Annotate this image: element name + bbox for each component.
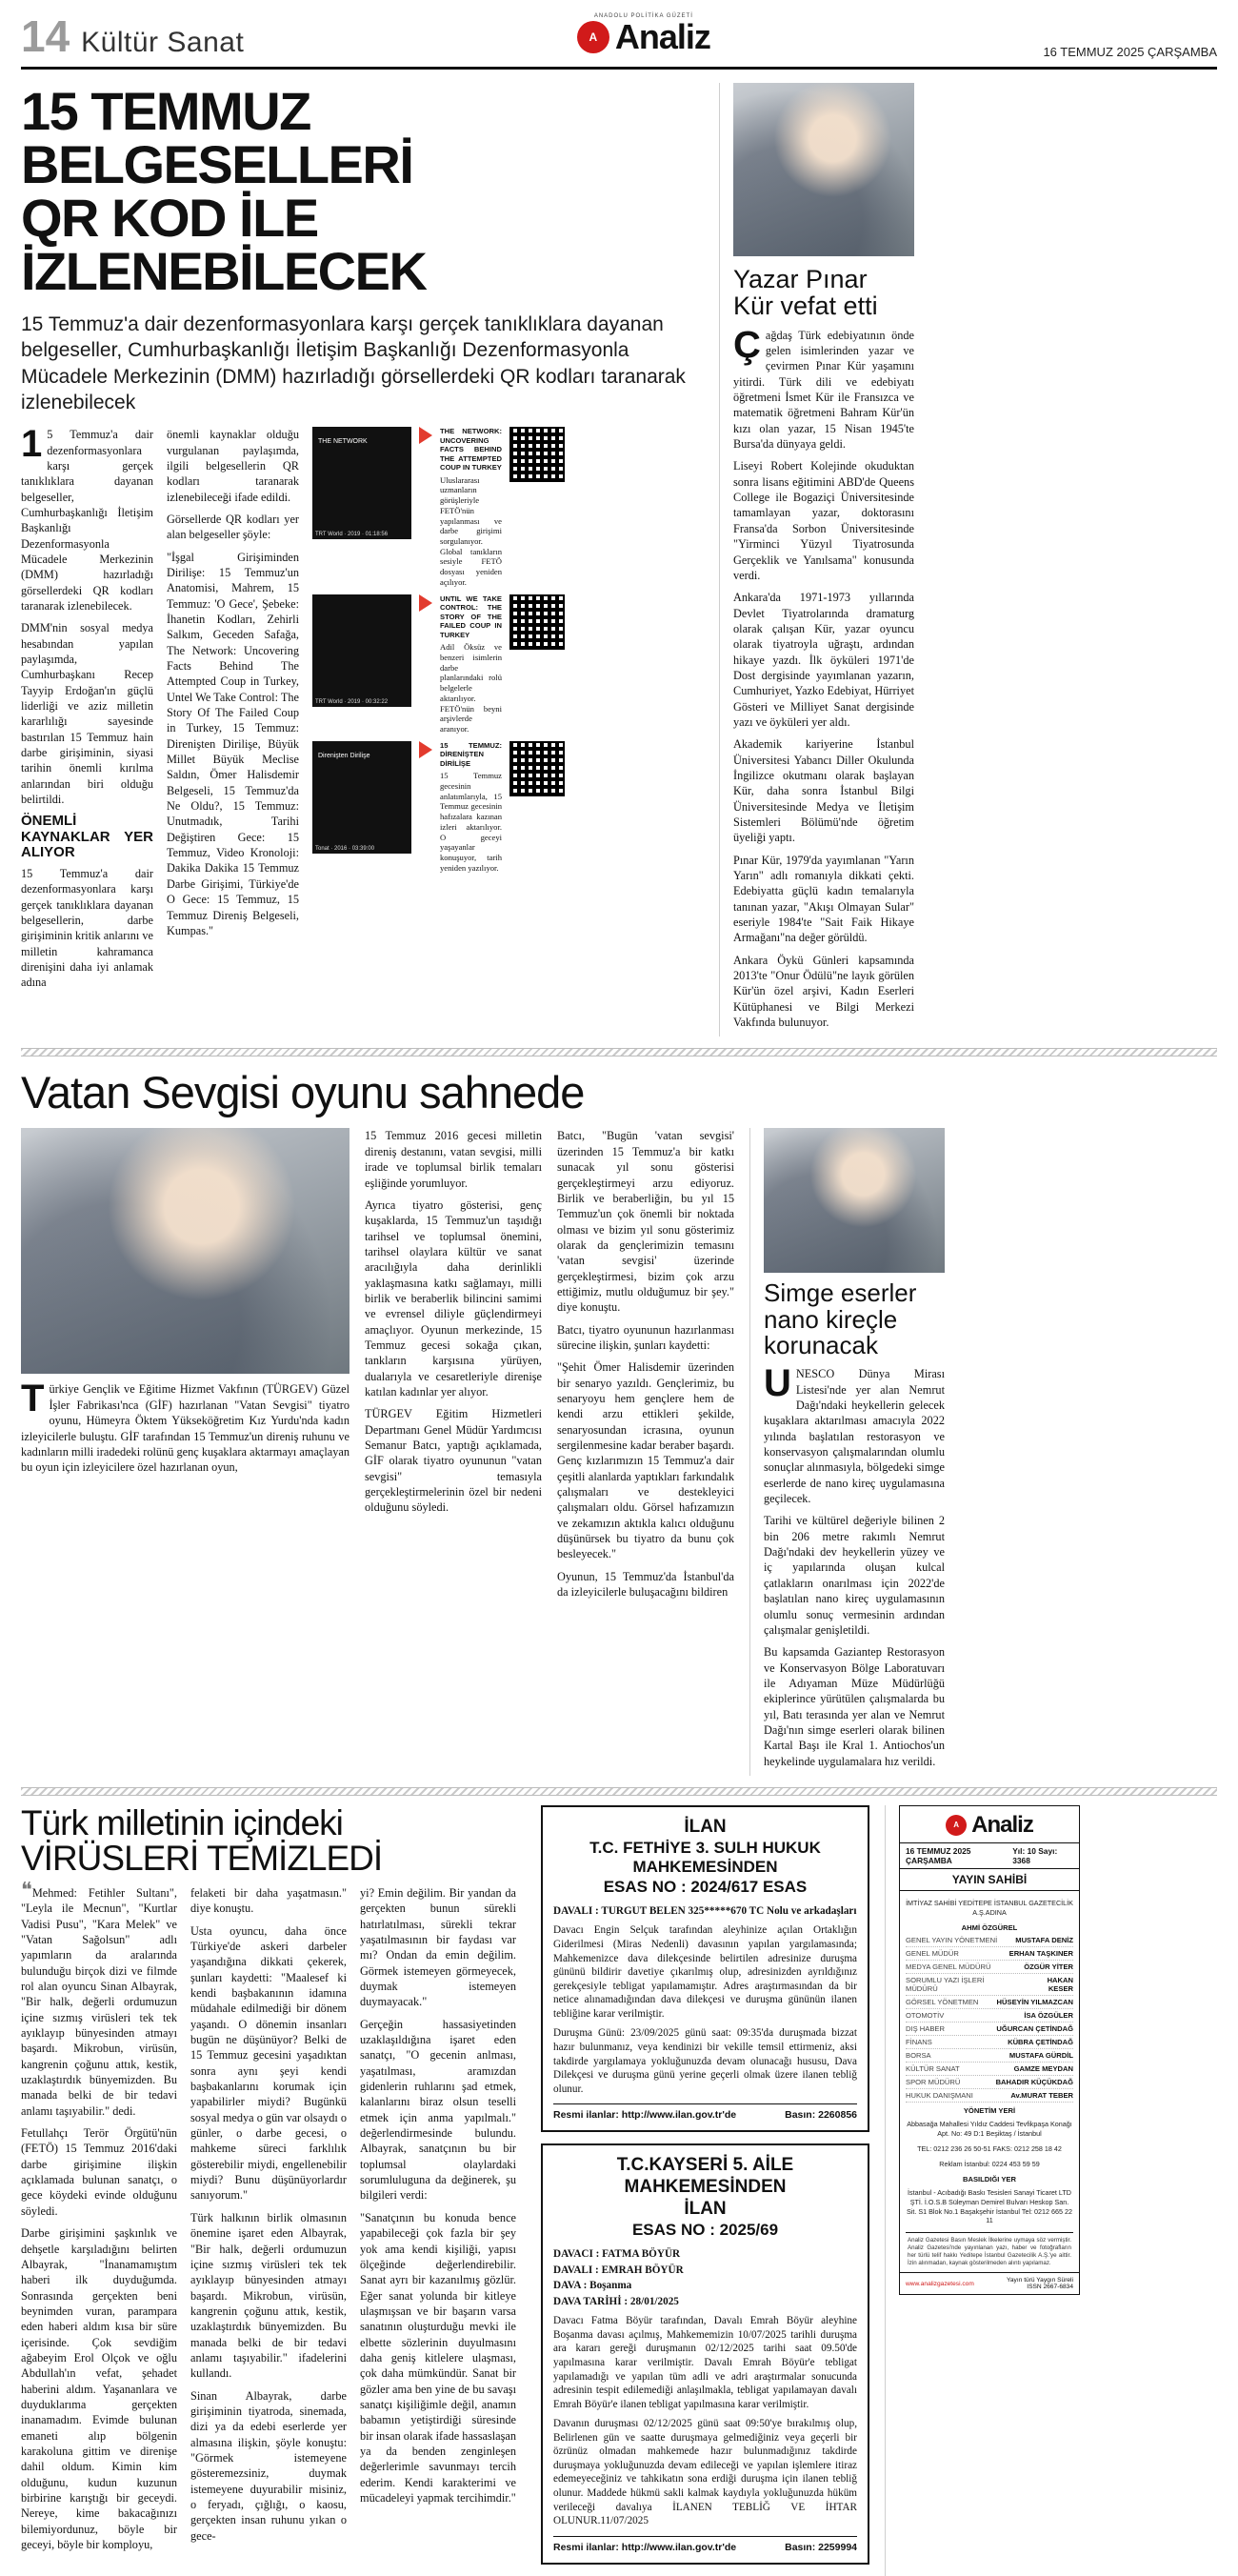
story2-column-2: [557, 1128, 734, 1775]
story2-paragraph-4: Batcı, "Bugün 'vatan sevgisi' üzerinden 15 Temmuz'a bir katkı sunacak yıl sonu gösterisi gerçekleştirmeyi arzu ediyoruz. Birlik ve beraberliğin, bu yıl 15 Temmuz'un çok önemli bir noktada olması ve bizim yıl sonu gösterimiz olarak da gençlerimizin temasını 'vatan sevgisi' üzerinde gerçekleştirmesi, bizim çok arzu ettiğimiz, mutlu olduğumuz bir şey." diye konuştu.: [557, 1129, 734, 1315]
legal-notice-2: [541, 2143, 869, 2564]
staff-row: [906, 1961, 1073, 1974]
story2-paragraph-7: Oyunun, 15 Temmuz'da İstanbul'da da izleyicilerle buluşacağını bildiren: [557, 1569, 734, 1600]
staff-row: [906, 2049, 1073, 2063]
obituary-rail: [719, 83, 914, 1036]
story2-caption: Türkiye Gençlik ve Eğitime Hizmet Vakfının (TÜRGEV) Güzel İşler Fabrikası'nca (GİF) hazırlanan "Vatan Sevgisi" tiyatro oyunu, Hümeyra Öktem Yükseköğretim Kız Yurdu'nda kadın izleyicilerle buluştu. GİF tarafından 15 Temmuz'un direniş ruhunu ve kadınların milli iradedeki rolünü genç kuşaklara aktarmayı amaçlayan bu oyun için izleyicilere özel hazırlanan oyun,: [21, 1378, 349, 1475]
colophon-print-address: İstanbul - Acıbadığı Baskı Tesisleri Sanayi Ticaret LTD ŞTİ. İ.O.S.B Süleyman Demirel Bulvarı Heskop San. Sit. S1 Blok No.1 Başakşehir İstanbul Tel: 0212 665 22 11: [906, 2188, 1073, 2225]
staff-row: [906, 2023, 1073, 2036]
ilan1-source-link[interactable]: Resmi ilanlar: http://www.ilan.gov.tr'de: [553, 2109, 737, 2122]
qr-card-list: [312, 427, 565, 997]
story2-paragraph-1: 15 Temmuz 2016 gecesi milletin direniş destanını, vatan sevgisi, milli irade ve toplumsal birlik temaları eşliğinde yorumluyor.: [365, 1129, 542, 1190]
staff-role: BORSA: [906, 2051, 931, 2061]
page-title: [21, 81, 702, 301]
analiz-logo-icon-small: A: [946, 1815, 967, 1836]
obituary-paragraph-5: Pınar Kür, 1979'da yayımlanan "Yarın Yarın" adlı romanıyla dikkati çekti. Edebiyatta güçlü kadın temalarıyla tanınan yazar, "Akışı Olmayan Sular" eseriyle 1984'te "Sait Faik Hikaye Armağanı"na değer görüldü.: [733, 853, 914, 945]
story2-paragraph-5: Batcı, tiyatro oyununun hazırlanması sürecine ilişkin, şunları kaydetti:: [557, 1322, 734, 1352]
staff-name: GAMZE MEYDAN: [1013, 2064, 1073, 2074]
colophon-mgmt-title: YÖNETİM YERİ: [963, 2106, 1016, 2116]
story3-paragraph-3: Darbe girişimini şaşkınlık ve dehşetle karşıladığını belirten Albayrak, "İnanamamıştım haberi ilk duyduğumda. Sonrasında gerçekten beni beynimden vuran, parampara eden haberi aldım kısa bir süre içerisinde. Çok sevdiğim ağabeyim Erol Olçok ve oğlu Abdullah'ın vefat, şehadet haberini aldım. Yaşananlara ve duyduklarıma gerçekten inanamadım. Evimde bulunan emaneti alıp bölgenin karakoluna gittim ve direnişe dahil oldum. Kimin kim olduğunu, kudun kuzunun birbirine karıştığı bir geceydi. Nereye, kime bakacağınızı bilemiyordunuz, böyle bir geceyi, böyle bir komployu,: [21, 2226, 177, 2552]
masthead-left: [21, 11, 245, 61]
thumbnail-title: THE NETWORK: [318, 438, 368, 446]
masthead: [21, 0, 1217, 70]
nemrut-paragraph-2: Tarihi ve kültürel değeriyle bilinen 2 bin 206 metre rakımlı Nemrut Dağı'ndaki dev heykellerin yüzey ve iç yapılarında oluşan kulcal çatlakların onarılması için 2022'de başlatılan nano kireç uygulamasının olumlu sonuç vermesinin ardından çalışmalar genişletildi.: [764, 1514, 945, 1637]
qr-card: [312, 427, 565, 588]
ilan1-head-3: ESAS NO : 2024/617 ESAS: [603, 1877, 808, 1896]
qr-card: [312, 741, 565, 874]
issue-date: 16 TEMMUZ 2025 ÇARŞAMBA: [1043, 45, 1217, 59]
colophon-date: 16 TEMMUZ 2025 ÇARŞAMBA: [906, 1845, 971, 1865]
qr-card-title: 15 TEMMUZ: DİRENİŞTEN DİRİLİŞE: [440, 740, 502, 768]
colophon-staff: [900, 1891, 1079, 2272]
colophon-fine-print: Analiz Gazetesi Basın Meslek İlkelerine uymaya söz vermiştir. Analiz Gazetesi'nde yayınlanan yazı, haber ve fotoğrafların her türlü telif hakkı Yeditepe İstanbul Gazetecilik A.Ş.'ye aittir. İzin alınmadan, kaynak gösterilmeden alıntı yapılamaz.: [906, 2232, 1073, 2267]
ilan2-head-2: İLAN: [684, 2198, 727, 2219]
staff-name: KÜBRA ÇETİNDAĞ: [1008, 2038, 1073, 2047]
qr-card-description: Adil Öksüz ve benzeri isimlerin darbe planlarındaki rolü belgelerle aktarılıyor. FETÖ'nün beyni arşivlerde aranıyor.: [440, 642, 502, 734]
ilan2-source-link[interactable]: Resmi ilanlar: http://www.ilan.gov.tr'de: [553, 2541, 737, 2553]
legal-notices-column: [541, 1805, 869, 2576]
thumbnail-caption: Tonat · 2016 · 03:39:00: [315, 845, 375, 852]
ilan2-row-3: DAVA TARİHİ : 28/01/2025: [553, 2295, 679, 2307]
obituary-paragraph-1: Çağdaş Türk edebiyatının önde gelen isimlerinden yazar ve çevirmen Pınar Kür yaşamını yitirdi. Türk dili ve edebiyatı öğretmeni İsmet Kür ile Fransızca ve matematik öğretmeni Bahram Kür'ün kızı olan yazar, 15 Nisan 1945'te Bursa'da dünyaya geldi.: [733, 323, 914, 452]
section-divider: [21, 1048, 1217, 1057]
lower-section: [21, 1802, 1217, 2576]
colophon-issue: Yıl: 10 Sayı: 3368: [1012, 1845, 1058, 1865]
staff-row: [906, 1934, 1073, 1947]
colophon-box: [899, 1805, 1080, 2295]
masthead-logo: [577, 13, 710, 59]
lead-subheading: ÖNEMLİ KAYNAKLAR YER ALIYOR: [21, 813, 153, 861]
ilan1-head-2: T.C. FETHİYE 3. SULH HUKUK MAHKEMESİNDEN: [589, 1838, 821, 1877]
story3-paragraph-9: Gerçeğin hassasiyetinden uzaklaşıldığına işaret eden sanatçı, "O gecenin anlması, yaşatılması, aramızdan gidenlerin ruhlarını şad etmek, kalanlarını biraz olsun teselli etmek için anma yapılmalı." değerlendirmesinde bulundu. Albayrak, sanatçının bu bir toplumsal olaylardaki sorumluluguna da değinerek, şu bilgileri verdi:: [360, 2017, 516, 2203]
staff-role: FİNANS: [906, 2038, 932, 2047]
colophon-publication-type: Yayın türü Yaygın Süreli: [1006, 2277, 1073, 2284]
ilan2-paragraph-1: Davacı Fatma Böyür tarafından, Davalı Emrah Böyür aleyhine Boşanma davası açılmış, Mahkememizin 10/07/2025 tarihli duruşma ara kararı gereği duruşmanın 02/12/2025 tarihi saat 09.50'de yapılmasına karar verilmiştir. Davalı Emrah Böyür'e tebligat yapılamadığı ve yapılan tüm adli ve adri araştırmalar sonucunda adresinin tespit edilemediği anlaşılmakla, tebligat yapılamayan davalı Emrah Böyür'e ilanen tebligat yapılmasına karar verilmiştir.: [553, 2315, 857, 2410]
story3-title: [21, 1802, 526, 1878]
story-column-2: [167, 427, 299, 997]
staff-role: SPOR MÜDÜRÜ: [906, 2078, 961, 2087]
ilan1-press-number: Basın: 2260856: [785, 2109, 857, 2122]
story-column-1: [21, 423, 154, 997]
documentary-thumbnail: [312, 741, 411, 854]
page-number: 14: [21, 11, 70, 61]
staff-role: MEDYA GENEL MÜDÜRÜ: [906, 1962, 991, 1972]
lead-paragraph-6: "İşgal Girişiminden Dirilişe: 15 Temmuz'un Anatomisi, Mahrem, 15 Temmuz: 'O Gece', Şebeke: İhanetin Kodları, Zehirli Salkım, Geceden Safağa, The Network: Uncovering Facts Behind The Attempted Coup in Turkey, Untel We Take Control: The Story Of The Failed Coup in Turkey, 15 Temmuz: Direnişten Dirilişe, Büyük Millet Büyük Meclise Saldın, Ömer Halisdemir Belgeseli, 15 Temmuz'da Ne Oldu?, 15 Temmuz: Unutmadık, Tarihi Değiştiren Gece: 15 Temmuz, Video Kronoloji: Dakika Dakika 15 Temmuz Darbe Girişimi, Türkiye'de O Gece: 15 Temmuz, 15 Temmuz Direniş Belgeseli, Kumpas.": [167, 550, 299, 937]
staff-role: KÜLTÜR SANAT: [906, 2064, 960, 2074]
staff-row: [906, 2036, 1073, 2049]
lead-paragraph-3: 15 Temmuz'a dair dezenformasyonlara karşı gerçek tanıklıklara dayanan belgesellerin, darbe girişiminin kritik anlarını ve milletin kahramanca direnişini daha iyi anlamak adına: [21, 866, 154, 990]
story3-column-1: [21, 1877, 177, 2559]
staff-row: [906, 2063, 1073, 2076]
ilan1-head-1: İLAN: [684, 1816, 727, 1837]
staff-name: HAKAN KESER: [1047, 1976, 1073, 1994]
staff-role: DIŞ HABER: [906, 2024, 945, 2034]
ilan1-paragraph-1: Davacı Engin Selçuk tarafından aleyhinize açılan Ortaklığın Giderilmesi (Miras Nedenli) davasının yapılan yargılamasında; Mahkemenizce dava dilekçesinde belirtilen adresinize duruşma gününü bildirir davetiye çıkarılmış olup, adresinizden ayrıldığınız gerekçesiyle tebligat yapılamamıştır. Adres araştırmasından da bir netice alınamadığından dava dilekçesi ve duruşma gününün ilanen tebliğine karar verilmiştir.: [553, 1924, 857, 2020]
staff-name: Av.MURAT TEBER: [1010, 2091, 1073, 2101]
story3-paragraph-4: felaketi bir daha yaşatmasın." diye konuştu.: [190, 1885, 347, 1916]
ilan2-row-1: DAVALI : EMRAH BÖYÜR: [553, 2264, 684, 2276]
story2-paragraph-3: TÜRGEV Eğitim Hizmetleri Departmanı Genel Müdür Yardımcısı Semanur Batcı, yaptığı açıklamada, GİF olarak tiyatro oyununun "vatan sevgisi" temasıyla gerçekleştirmelerinin özel bir nedeni olduğunu söyledi.: [365, 1407, 542, 1515]
ilan2-row-0: DAVACI : FATMA BÖYÜR: [553, 2248, 681, 2261]
ilan2-head-1: T.C.KAYSERİ 5. AİLE MAHKEMESİNDEN: [616, 2155, 794, 2198]
thumbnail-title: Direnişten Dirilişe: [318, 752, 370, 759]
staff-role: GÖRSEL YÖNETMEN: [906, 1998, 979, 2007]
staff-name: MUSTAFA GÜRDİL: [1008, 2051, 1073, 2061]
quote-icon: ❝: [21, 1877, 32, 1902]
obituary-paragraph-4: Akademik kariyerine İstanbul Üniversitesi Yabancı Diller Okulunda İngilizce okutmanı olarak başlayan Kür, daha sonra İstanbul Bilgi Üniversitesinde Medya ve İletişim Sistemleri Bölümü'nde öğretim üyeliği yaptı.: [733, 737, 914, 845]
story-vatan-sevgisi: [21, 1066, 1217, 1775]
colophon-wordmark: Analiz: [971, 1811, 1033, 1838]
ilan1-paragraph-2: Duruşma Günü: 23/09/2025 günü saat: 09:35'da duruşmada bizzat hazır bulunmanız, veya kendinizi bir vekille temsil ettirmeniz, aksi takdirde yargılamaya yokluğunuzda devam olunacağı hususu, Dava Dilekçesi ve duruşma günü yerine geçerli olmak üzere ilanen tebliğ olunur.: [553, 2027, 857, 2095]
obituary-body: [733, 323, 914, 1031]
ilan1-defendant: DAVALI : TURGUT BELEN 325*****670 TC Nolu ve arkadaşları: [553, 1904, 857, 1917]
staff-name: MUSTAFA DENİZ: [1015, 1936, 1073, 1945]
story3-column-2: [190, 1885, 347, 2559]
story3-paragraph-5: Usta oyuncu, daha önce Türkiye'de askeri darbeler yaşandığına dikkati çekerek, şunları kaydetti: "Maalesef ki kendi başbakanının idamına müdahale edilmediği bir dönem yaşandı. O dönemin insanları bugün ne düşünüyor? Belki de 15 Temmuz gecesini yaşadıktan sonra aynı şeyi kendi başbakanlarını korumak için yapabilirler miydi? Bugünkü sosyal medya o gün var olsaydı o günler, o darbe gecesi, o mahkeme süreci farklılık gösterebilir miydi, engellenebilir miydi? Bunu düşünüyorlardır sanıyorum.": [190, 1923, 347, 2203]
colophon-issn: ISSN 2667-6834: [1027, 2284, 1073, 2291]
qr-card-title: UNTIL WE TAKE CONTROL: THE STORY OF THE FAILED COUP IN TURKEY: [440, 594, 502, 639]
nemrut-title: Simge eserler nano kireçle korunacak: [764, 1278, 917, 1360]
staff-role: GENEL MÜDÜR: [906, 1949, 959, 1959]
qr-card-description: Uluslararası uzmanların görüşleriyle FETÖ'nün yapılanması ve darbe girişimi sorgulanıyor. Global tanıkların sesiyle FETÖ dosyası yeniden açılıyor.: [440, 474, 502, 587]
qr-card-text: [440, 741, 502, 874]
play-icon: [419, 594, 432, 612]
logo-wordmark: Analiz: [614, 17, 710, 56]
ilan2-head-3: ESAS NO : 2025/69: [631, 2220, 779, 2239]
play-icon: [419, 741, 432, 758]
story3-paragraph-7: Sinan Albayrak, darbe girişiminin tiyatroda, sinemada, dizi ya da edebi eserlerde yer almasına ilişkin, şöyle konuştu: "Görmek istemeyene gösteremezsiniz, duymak istemeyene duyurabilir misiniz, o feryadı, çığlığı, o kaosu, gerçekten insan ruhunu yıkan o gece-: [190, 2388, 347, 2543]
lead-section: [21, 70, 1217, 1036]
obituary-photo: [733, 83, 914, 256]
staff-name: ÖZGÜR YİTER: [1024, 1962, 1073, 1972]
colophon-phone: TEL: 0212 236 26 50-51 FAKS: 0212 258 18 42: [917, 2143, 1062, 2153]
staff-row: [906, 1947, 1073, 1961]
qr-card: [312, 594, 565, 735]
story3-paragraph-1: [21, 1877, 177, 2119]
staff-name: UĞURCAN ÇETİNDAĞ: [996, 2024, 1073, 2034]
colophon-column: [885, 1805, 1080, 2576]
section-title: Kültür Sanat: [81, 27, 245, 58]
staff-name: ERHAN TAŞKINER: [1008, 1949, 1073, 1959]
staff-role: HUKUK DANIŞMANI: [906, 2091, 973, 2101]
analiz-logo-icon: A: [577, 21, 609, 53]
qr-card-description: 15 Temmuz gecesinin anlatımlarıyla, 15 Temmuz gecesinin hafızalara kazınan izleri aktarılıyor. O geceyi yaşayanlar konuşuyor, tarih yeniden yazılıyor.: [440, 771, 502, 873]
story-columns: [21, 423, 702, 997]
story2-photo: [21, 1128, 349, 1374]
staff-row: [906, 1996, 1073, 2009]
lead-paragraph-4: önemli kaynaklar olduğu vurgulanan paylaşımda, ilgili belgesellerin QR kodları taranarak izlenebileceği ifade edildi.: [167, 428, 299, 504]
story2-column-1: [365, 1128, 542, 1775]
story3-title-line-2: VİRÜSLERİ TEMİZLEDİ: [21, 1838, 383, 1878]
qr-code[interactable]: [509, 594, 565, 650]
thumbnail-caption: TRT World · 2019 · 01:18:56: [315, 532, 389, 538]
story2-title: Vatan Sevgisi oyunu sahnede: [21, 1067, 585, 1118]
colophon-website[interactable]: www.analizgazetesi.com: [906, 2280, 974, 2287]
headline-line-2: QR KOD İLE İZLENEBİLECEK: [21, 188, 427, 301]
nemrut-rail: [749, 1128, 945, 1775]
story2-paragraph-2: Ayrıca tiyatro gösterisi, genç kuşaklarda, 15 Temmuz'un taşıdığı tarihsel ve toplumsal önemini, tarihsel olaylara kültür ve sanat aracılığıyla daha derinlikli yaklaşmasına katkı sağlamayı, milli birlik ve beraberlik bilincini samimi ve evrensel diliyle güçlendirmeyi amaçlıyor. Oyunun merkezinde, 15 Temmuz gecesi sokağa çıkan, tankların karşısına yürüyen, dualarıyla ve cesaretleriyle direnişe katılan kadınlar yer alıyor.: [365, 1197, 542, 1399]
qr-card-text: [440, 427, 502, 588]
lead-paragraph-1: 15 Temmuz'a dair dezenformasyonlara karşı gerçek tanıklıklara dayanan belgeseller, Cumhurbaşkanlığı İletişim Başkanlığı Dezenformasyonla Mücadele Merkezinin (DMM) hazırladığı görsellerdeki QR kodları taranarak izlenebilecek.: [21, 423, 153, 613]
staff-role: SORUMLU YAZI İŞLERİ MÜDÜRÜ: [906, 1976, 985, 1994]
staff-role: GENEL YAYIN YÖNETMENİ: [906, 1936, 998, 1945]
colophon-print-title: BASILDIĞI YER: [963, 2175, 1016, 2184]
staff-role: OTOMOTİV: [906, 2011, 945, 2021]
ilan2-paragraph-2: Davanın duruşması 02/12/2025 günü saat 09:50'ye bırakılmış olup, Belirlenen gün ve saatte duruşmaya gelmediğiniz veya geçerli bir özrünüz olmadan mahkemede hazır bulunmadığınız takdirde duruşmaya yokluğunuzda devam edileceği ve yapılan işlemlere itiraz edemeyeceğiniz ve tahkikatın sona erdiği duruşma için ilanen tebliğ olunur. Maddede hükmü sakli kalmak kaydıyla yokluğunuzda hüküm verileceği davalıya İLANEN TEBLİĞ VE İHTAR OLUNUR.11/07/2025: [553, 2418, 857, 2527]
lead-paragraph-2: DMM'nin sosyal medya hesabından yapılan paylaşımda, Cumhurbaşkanı Recep Tayyip Erdoğan'ın güçlü liderliği ve aziz milletin kararlılığı sayesinde bastırılan 15 Temmuz hain darbe girişiminin, siyasi tarihin önemli kırılma anlarından biri olduğu belirtildi.: [21, 621, 153, 807]
ilan2-row-2: DAVA : Boşanma: [553, 2280, 632, 2292]
obituary-paragraph-6: Ankara Öykü Günleri kapsamında 2013'te "Onur Ödülü"ne layık görülen Kür'ün özel arşivi, Kadın Eserleri Kütüphanesi ve Bilgi Merkezi Vakfında bulunuyor.: [733, 953, 914, 1030]
logo-tagline: ANADOLU POLİTİKA GÜZETİ: [593, 13, 693, 19]
staff-name: BAHADIR KÜÇÜKDAĞ: [995, 2078, 1073, 2087]
qr-card-text: [440, 594, 502, 735]
staff-name: İSA ÖZGÜLER: [1024, 2011, 1073, 2021]
colophon-owner-line-1: İMTİYAZ SAHİBİ YEDİTEPE İSTANBUL GAZETECİLİK A.Ş.ADINA: [906, 1898, 1073, 1917]
obituary-paragraph-2: Liseyi Robert Kolejinde okuduktan sonra lisans eğitimini ABD'de Queens College ile Bogaziçi Üniversitesinde tamamlayan yazar, doktorasını Fransa'da Sorbon Üniversitesinde "Yirminci Yüzyıl Tiyatrosunda Gerçeklik ve Yanılsama" konusunda verdi.: [733, 459, 914, 582]
story3-paragraph-2: Fetullahçı Terör Örgütü'nün (FETÖ) 15 Temmuz 2016'daki darbe girişimine ilişkin açıklamada bulunan sanatçı, o gece köydeki evinde olduğunu söyledi.: [21, 2126, 177, 2218]
staff-row: [906, 2089, 1073, 2103]
nemrut-paragraph-3: Bu kapsamda Gaziantep Restorasyon ve Konservasyon Bölge Laboratuvarı ile Adıyaman Müze Müdürlüğü ekiplerince yürütülen çalışmalarda bu yıl, Batı terasında yer alan ve Nemrut Dağı'nın simge eserleri olarak bilinen Kartal Başı ile Kral 1. Antiochos'un heykelinde uygulamalara hız verildi.: [764, 1645, 945, 1768]
story3-column-3: [360, 1885, 516, 2559]
story2-photo-column: [21, 1128, 349, 1775]
qr-code[interactable]: [509, 427, 565, 482]
qr-code[interactable]: [509, 741, 565, 796]
obituary-title: Yazar Pınar Kür vefat etti: [733, 265, 878, 321]
play-icon: [419, 427, 432, 444]
story3-paragraph-6: Türk halkının birlik olmasının önemine işaret eden Albayrak, "Bir halk, değerli ordumuzun içine sızmış virüsleri tek tek ayıklayıp bünyesinden atmayı başardı. Mikrobun, virüsün, kangrenin çoğunu attık, kestik, uzaklaştırdık bünyemizden. Bu manada belki de bir tedavi anlamı taşıyabilir." ifadelerini kullandı.: [190, 2210, 347, 2381]
story3-title-line-1: Türk milletinin içindeki: [21, 1802, 343, 1842]
staff-row: [906, 2076, 1073, 2089]
thumbnail-caption: TRT World · 2019 · 00:32:22: [315, 698, 389, 705]
documentary-thumbnail: [312, 594, 411, 707]
colophon-owner-line-2: AHMİ ÖZGÜREL: [961, 1923, 1018, 1933]
ilan2-press-number: Basın: 2259994: [785, 2541, 857, 2553]
nemrut-photo: [764, 1128, 945, 1273]
documentary-thumbnail: [312, 427, 411, 539]
colophon-title: YAYIN SAHİBİ: [900, 1869, 1079, 1891]
headline-line-1: 15 TEMMUZ BELGESELLERİ: [21, 81, 413, 194]
staff-row: [906, 1974, 1073, 1996]
staff-name: HÜSEYİN YILMAZCAN: [996, 1998, 1073, 2007]
story2-paragraph-6: "Şehit Ömer Halisdemir üzerinden bir senaryo yazıldı. Gençlerimiz, bu senaryoyu hem gençlere hem de kendi arzu ettikleri şekilde, senaryosundan icrasına, oyunun sergilenmesine kadar beraber başardı. Genç kızlarımızın 15 Temmuz'a dair çeşitli alanlarda yaptıkları farkındalık çalışmaları ve destekleyici çalışmaları oldu. Görsel hafızamızın ve zekamızın aktıkla kalıcı olduğunu düşünürsek bu tiyatro da bunu çok besleyecek.": [557, 1360, 734, 1561]
section-divider-2: [21, 1787, 1217, 1796]
story-viruslari-temizledi: [21, 1802, 526, 2576]
story3-paragraph-1-text: Mehmed: Fetihler Sultanı", "Leyla ile Mecnun", "Kurtlar Vadisi Pusu", "Kara Melek" ve "Vatan Sağolsun" adlı yapımların da aralarında bulunduğu birçok dizi ve filmde rol alan oyuncu Sinan Albayrak, "Bir halk, değerli ordumuzun içine sızmış virüsleri tek tek ayıklayıp bünyesinden atmayı başardı. Mikrobun, virüsün, kangrenin çoğunu attık, kestik, uzaklaştırdık bünyemizden. Bu manada belki de bir tedavi anlamı taşıyabilir." dedi.: [21, 1885, 177, 2118]
story3-paragraph-8: yi? Emin değilim. Bir yandan da gerçekten bunun sürekli hatırlatılması, sürekli tekrar yaşatılmasının bir faydası var mı? Ondan da emin değilim. Görmek istemeyen görmeyecek, duymak istemeyen duymayacak.": [360, 1885, 516, 2009]
lead-deck: 15 Temmuz'a dair dezenformasyonlara karşı gerçek tanıklıklara dayanan belgeseller, Cumhurbaşkanlığı İletişim Başkanlığı Dezenformasyonla Mücadele Merkezinin (DMM) hazırladığı görsellerdeki QR kodları taranarak izlenebilecek: [21, 313, 686, 413]
legal-notice-1: [541, 1805, 869, 2132]
colophon-address: Abbasağa Mahallesi Yıldız Caddesi Tevfikpaşa Konağı Apt. No: 49 D:1 Beşiktaş / İstanbul: [907, 2120, 1072, 2139]
colophon-fax: Reklam İstanbul: 0224 453 59 59: [939, 2159, 1040, 2168]
lead-paragraph-5: Görsellerde QR kodları yer alan belgeseller şöyle:: [167, 512, 299, 542]
staff-row: [906, 2009, 1073, 2023]
story3-paragraph-10: "Sanatçının bu konuda bence yapabileceği çok fazla bir şey yok ama kendi kişiliği, yapısı ölçeğinde değerlendirebilir. Sanat ayrı bir kazanılmış gözlür. Eğer sanat yolunda bir kitleye ulaşmışsan ve bir başarın varsa sanatının oluşturduğu mevki ile elbette sözlerinin duyulmasını daha geniş kitlelere ulaşması, çok daha mümkündür. Sanat bir gözler ama ben yine de bu savaşı sanatçı kişiliğimle değil, anamın babamın yetiştirdiği süresinde bir insan olarak ifade hassaslaşan ya da benden zenginleşen değerlerimle savunmayı tercih ederim. Kendi karakterimi ve mücadeleyi yapmak tercihimdir.": [360, 2210, 516, 2506]
qr-card-title: THE NETWORK: UNCOVERING FACTS BEHIND THE ATTEMPTED COUP IN TURKEY: [440, 427, 502, 473]
nemrut-paragraph-1: UNESCO Dünya Mirası Listesi'nde yer alan Nemrut Dağı'ndaki heykellerin gelecek kuşaklara aktarılması amacıyla 2022 yılında başlatılan restorasyon ve konservasyon çalışmalarından olumlu sonuçlar alınmasıyla, bölgedeki simge eserlerde de nano kireç uygulamasına geçilecek.: [764, 1362, 945, 1506]
obituary-paragraph-3: Ankara'da 1971-1973 yıllarında Devlet Tiyatrolarında dramaturg olarak çalışan Kür, yazar oyuncu olarak tiyatroyla uğraştı, ardından hikaye yazdı. İlk öyküleri 1971'de Dost dergisinde yayımlanan yazarın, Cumhuriyet, Yazko Edebiyat, Hürriyet Gösteri ve Milliyet Sanat dergisinde yazı ve öyküleri yer aldı.: [733, 591, 914, 729]
lead-main: [21, 83, 702, 1036]
